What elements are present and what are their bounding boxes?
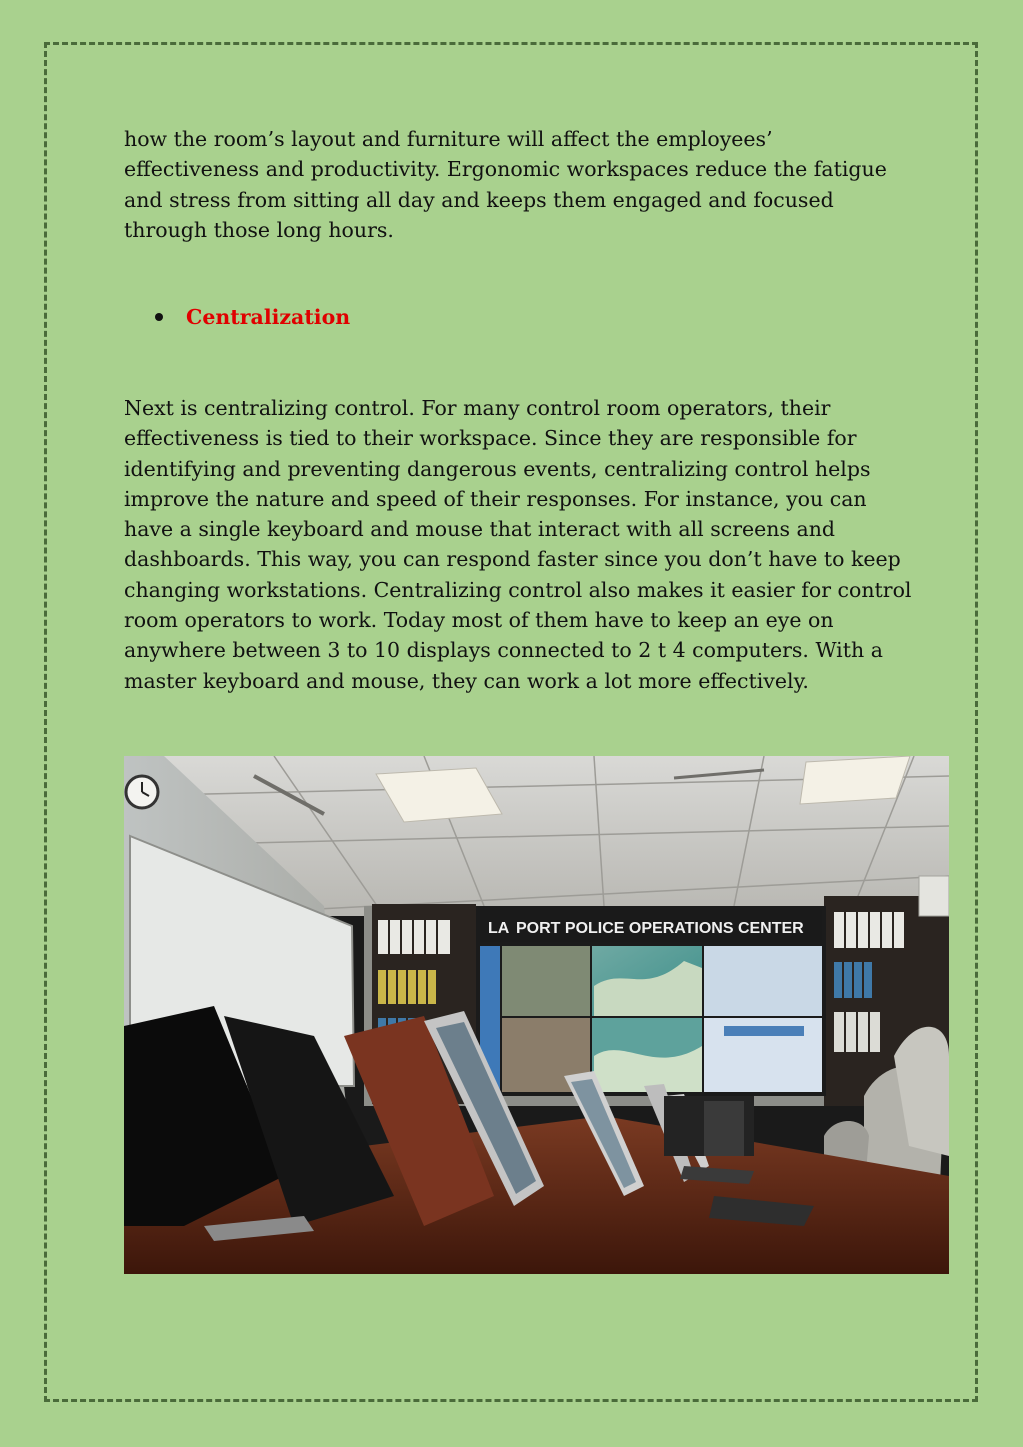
centralization-paragraph: Next is centralizing control. For many control room operators, their effectiveness is tied to their workspace. Since they are responsible for identifying and preventing dangerous events, centralizing control helps improve the nature and speed of their responses. For instance, you can have a single keyboard and mouse that interact with all screens and dashboards. This way, you can respond faster since you don’t have to keep changing workstations. Centralizing control also makes it easier for control room operators to work. Today most of them have to keep an eye on anywhere between 3 to 10 displays connected to 2 t 4 computers. With a master keyboard and mouse, they can work a lot more effectively.: [124, 396, 912, 693]
intro-paragraph: how the room’s layout and furniture will affect the employees’ effectiveness and productivity. Ergonomic workspaces reduce the fatigue and stress from sitting all day and keeps them engaged and focused through those long hours.: [124, 127, 887, 242]
sign-text: PORT POLICE OPERATIONS CENTER: [516, 920, 804, 937]
control-room-photo: [124, 756, 949, 1274]
section-heading: Centralization: [186, 305, 351, 329]
sign-logo: LA: [488, 920, 510, 937]
bullet-item-centralization: [155, 305, 350, 329]
bullet-dot-icon: [155, 313, 163, 321]
